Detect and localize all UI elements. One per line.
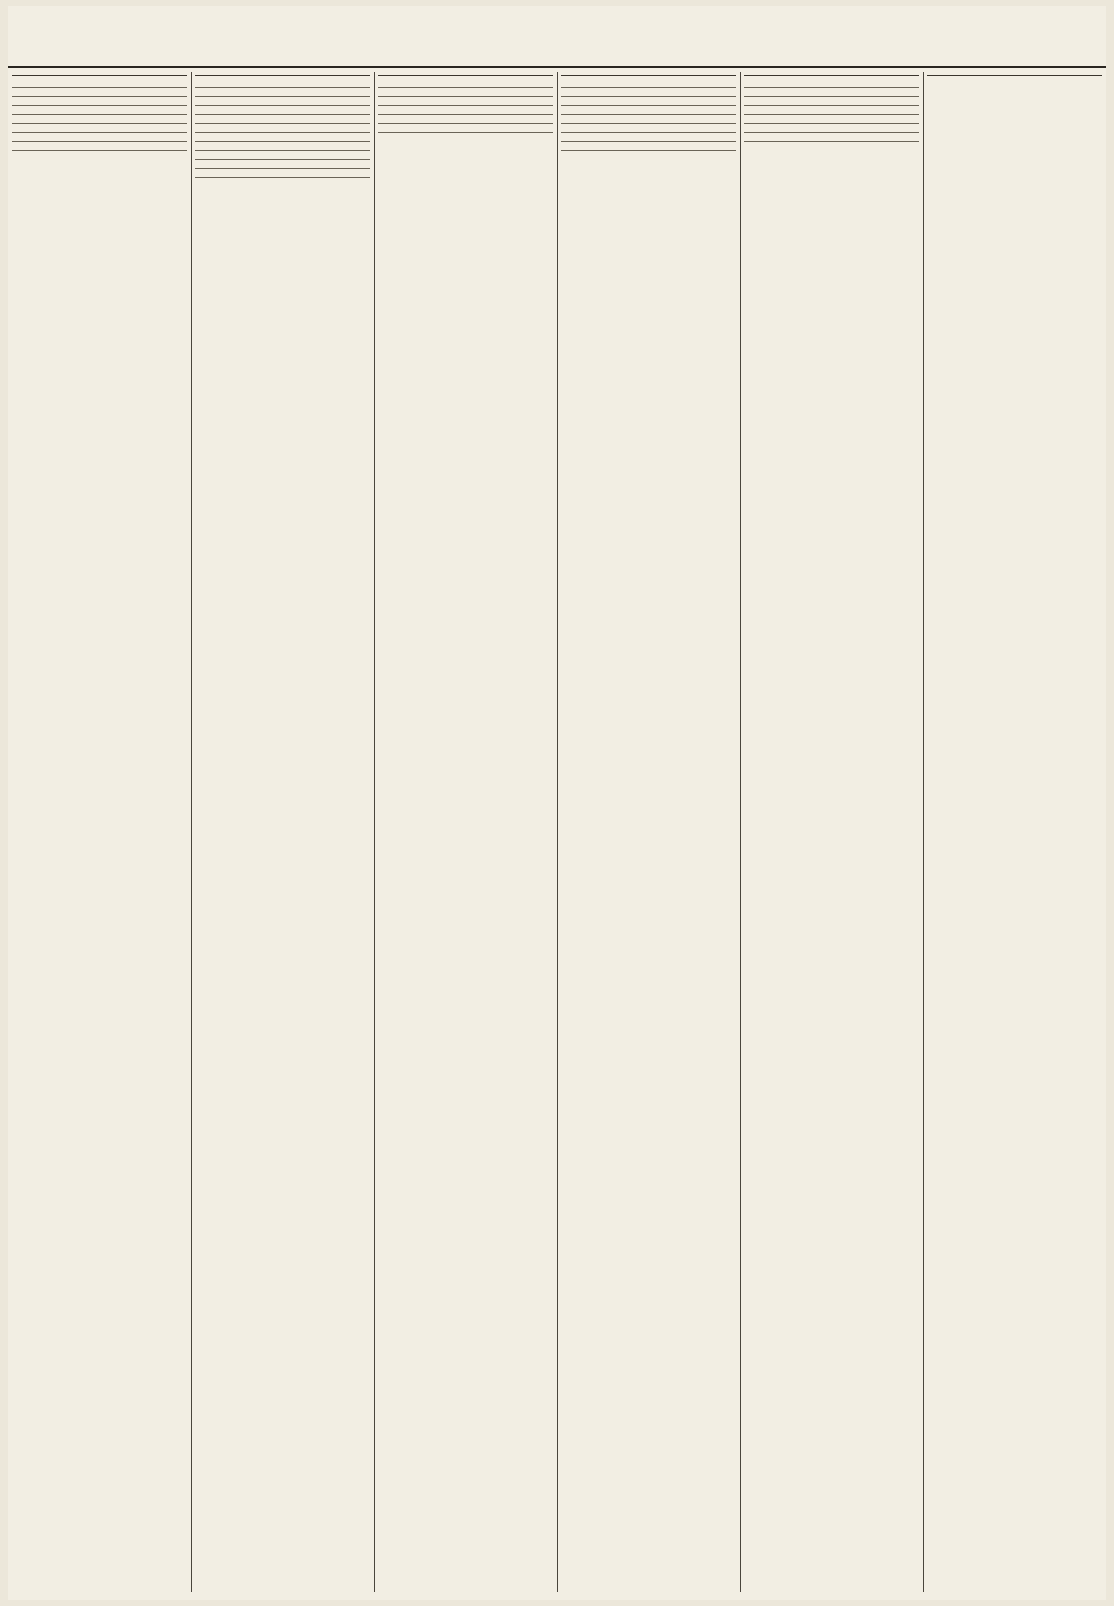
advertisement [12,88,187,97]
column-amusements [740,72,923,1592]
column-heading [744,72,919,76]
column-heading [195,72,370,76]
advertisement [195,106,370,115]
advertisement [378,79,553,88]
newspaper-page [8,6,1106,1600]
column-heading [561,72,736,76]
advertisement [195,97,370,106]
advertisement [12,142,187,151]
column-heading [378,72,553,76]
advertisement [561,142,736,151]
advertisement [12,133,187,142]
column-auctions-1 [8,72,191,1592]
advertisement [12,106,187,115]
advertisement [195,169,370,178]
advertisement [561,88,736,97]
columns-area [8,72,1106,1592]
advertisement [744,79,919,88]
advertisement [744,133,919,142]
advertisement [12,124,187,133]
advertisement [744,106,919,115]
column-hotels-2 [557,72,740,1592]
advertisement [744,97,919,106]
advertisement [12,97,187,106]
advertisement [744,115,919,124]
column-hotels-1 [374,72,557,1592]
advertisement [561,97,736,106]
column-shipping [923,72,1106,1592]
advertisement [195,151,370,160]
advertisement [744,124,919,133]
column-heading [12,72,187,76]
advertisement [378,124,553,133]
masthead [8,24,1106,68]
advertisement [561,79,736,88]
column-heading [927,72,1102,76]
advertisement [561,124,736,133]
advertisement [195,142,370,151]
advertisement [378,88,553,97]
advertisement [561,106,736,115]
advertisement [195,79,370,88]
advertisement [195,160,370,169]
advertisement [195,133,370,142]
advertisement [195,124,370,133]
advertisement [12,115,187,124]
advertisement [12,79,187,88]
advertisement [378,115,553,124]
advertisement [744,88,919,97]
advertisement [378,106,553,115]
advertisement [561,115,736,124]
column-auctions-2 [191,72,374,1592]
advertisement [195,115,370,124]
advertisement [195,88,370,97]
advertisement [561,133,736,142]
advertisement [378,97,553,106]
